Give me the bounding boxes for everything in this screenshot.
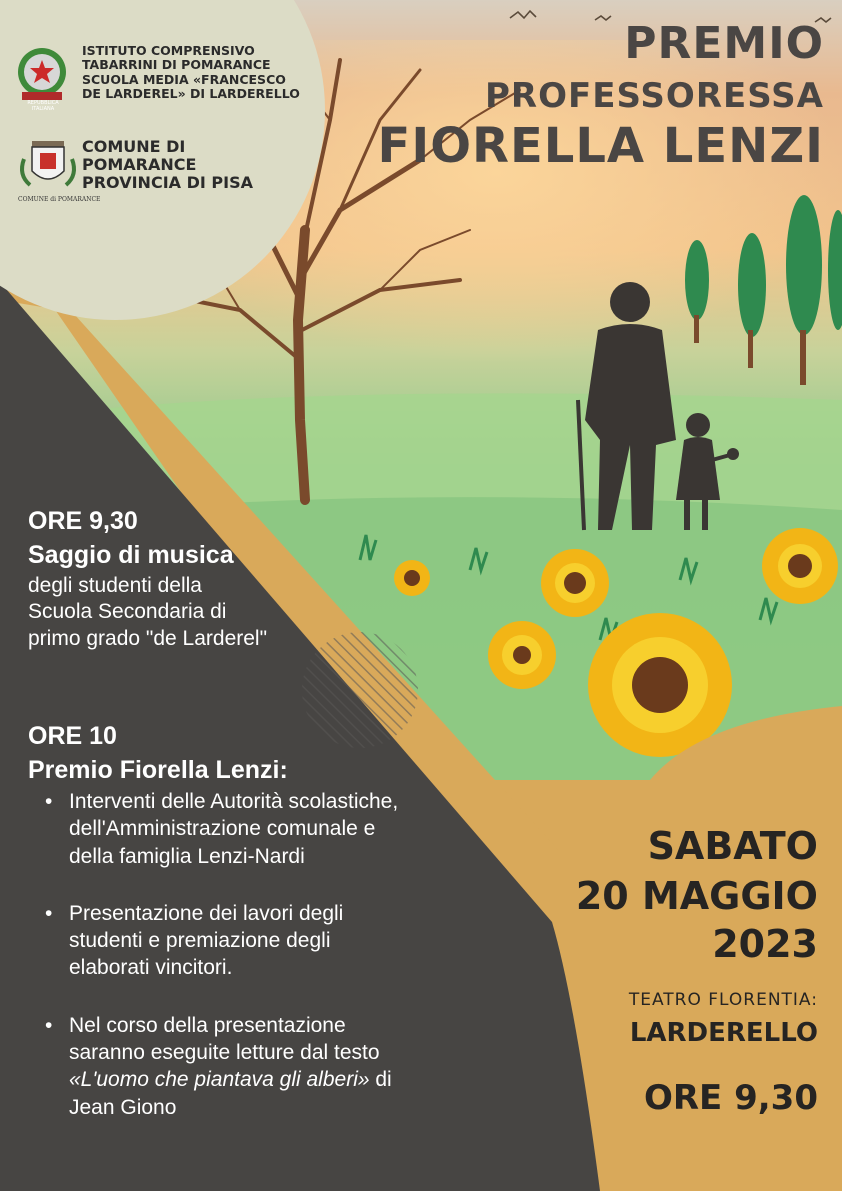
item-line: della famiglia Lenzi-Nardi xyxy=(69,844,305,868)
list-item xyxy=(45,1012,515,1121)
comune-line: PROVINCIA DI PISA xyxy=(82,173,253,193)
item-line: • Interventi delle Autorità scolastiche, xyxy=(69,790,399,813)
title-premio: PREMIO xyxy=(624,18,824,69)
program-second-block xyxy=(28,720,288,788)
comune-name xyxy=(82,138,292,193)
first-desc-line: degli studenti della xyxy=(28,573,202,597)
school-name xyxy=(82,43,300,101)
program-items-list xyxy=(45,788,515,1151)
book-title: «L'uomo che piantava gli alberi» xyxy=(69,1068,370,1092)
school-line: TABARRINI DI POMARANCE xyxy=(82,57,271,73)
item-line: elaborati vincitori. xyxy=(69,956,233,980)
event-day: SABATO xyxy=(647,824,818,868)
event-date: 20 MAGGIO xyxy=(575,874,818,918)
item-line: • Presentazione dei lavori degli xyxy=(69,901,344,925)
italian-emblem-logo xyxy=(18,48,66,100)
school-line: ISTITUTO COMPRENSIVO xyxy=(82,43,255,58)
event-year: 2023 xyxy=(712,922,818,966)
event-time: ORE 9,30 xyxy=(643,1078,818,1118)
comune-line: POMARANCE xyxy=(82,155,197,175)
school-line: DE LARDEREL» DI LARDERELLO xyxy=(82,85,300,101)
item-line: dell'Amministrazione comunale e xyxy=(69,817,376,841)
item-line: Jean Giono xyxy=(69,1095,177,1119)
item-line: studenti e premiazione degli xyxy=(69,929,331,953)
hatch-accent xyxy=(302,632,418,748)
first-desc-line: primo grado "de Larderel" xyxy=(28,627,268,651)
comune-logo-caption: COMUNE di POMARANCE xyxy=(18,196,101,203)
item-line: saranno eseguite letture dal testo xyxy=(69,1041,380,1065)
first-title: Saggio di musica xyxy=(28,540,234,569)
first-desc-line: Scuola Secondaria di xyxy=(28,600,227,624)
list-item xyxy=(45,900,515,982)
item-line-tail: di xyxy=(369,1068,392,1092)
first-time: ORE 9,30 xyxy=(28,507,138,535)
venue-label: TEATRO FLORENTIA: xyxy=(628,990,818,1010)
title-fiorella-lenzi: FIORELLA LENZI xyxy=(377,118,824,174)
program-first-block xyxy=(28,505,267,653)
item-line xyxy=(69,1066,515,1093)
title-professoressa: PROFESSORESSA xyxy=(485,76,824,116)
second-time: ORE 10 xyxy=(28,722,117,750)
school-logo-caption: REPUBBLICA ITALIANA xyxy=(27,100,59,112)
venue-place: LARDERELLO xyxy=(629,1018,818,1048)
list-item xyxy=(45,788,515,870)
school-line: SCUOLA MEDIA «FRANCESCO xyxy=(82,71,286,87)
second-title: Premio Fiorella Lenzi: xyxy=(28,755,288,784)
item-line: • Nel corso della presentazione xyxy=(69,1013,346,1037)
comune-line: COMUNE DI xyxy=(82,137,186,156)
